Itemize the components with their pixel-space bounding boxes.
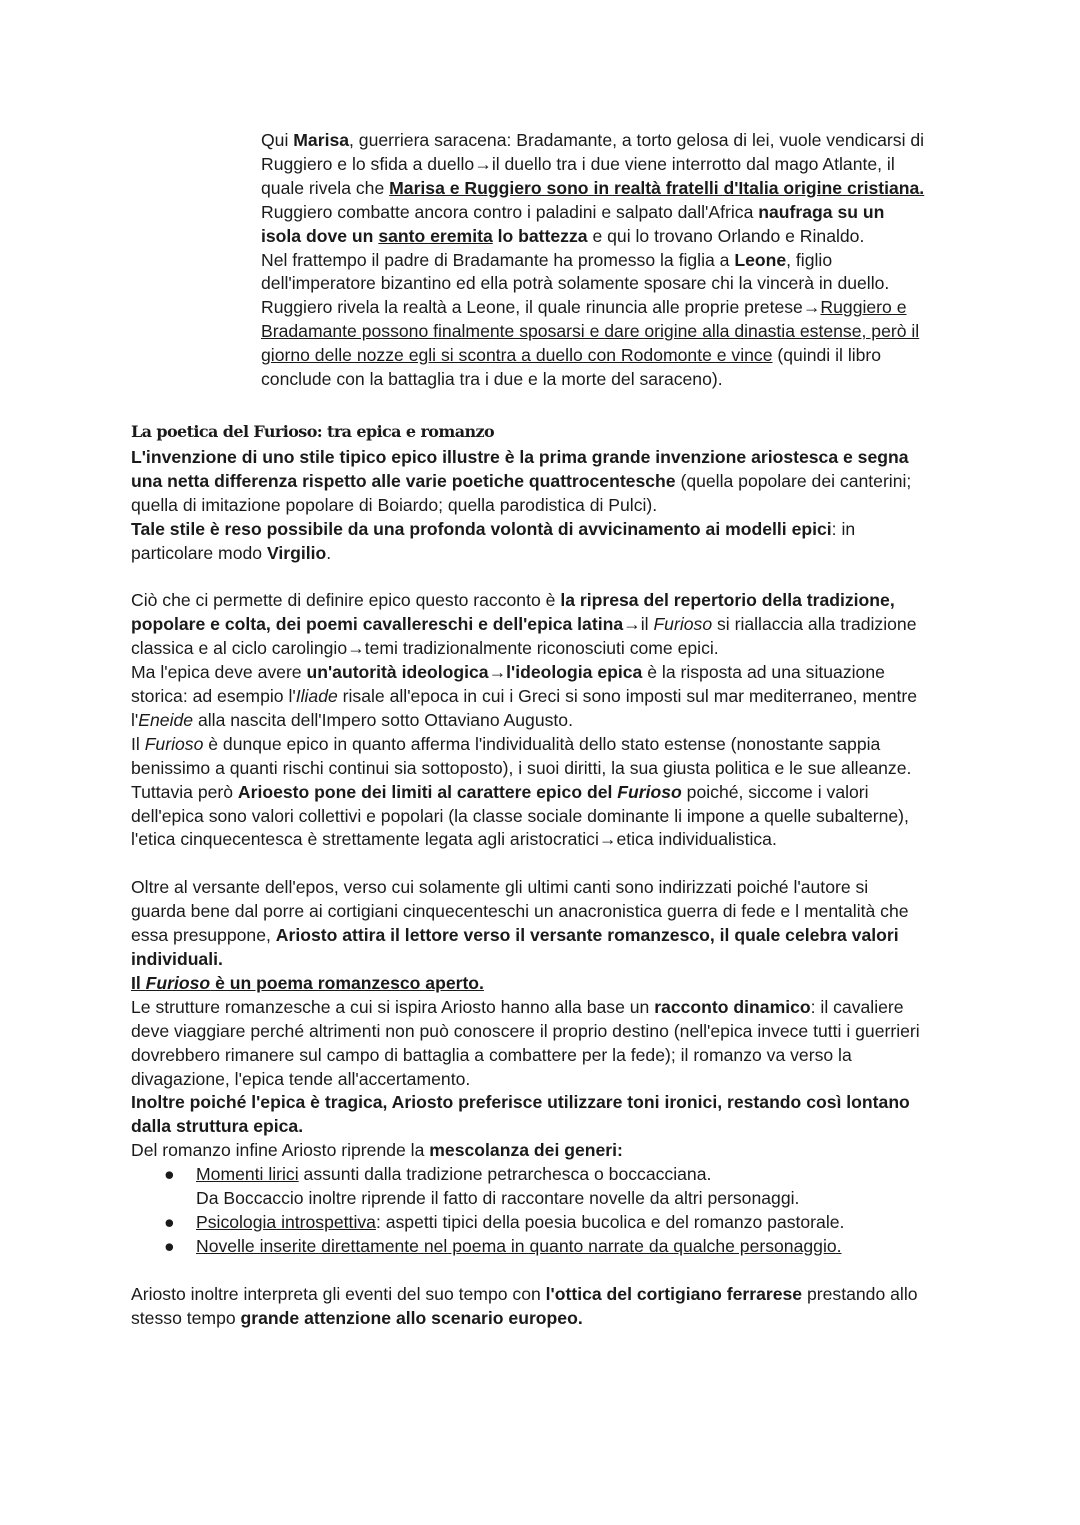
text-line: Ma l'epica deve avere un'autorità ideologica→l'ideologia epica è la risposta ad una situazione	[131, 662, 885, 683]
paragraph-spacer	[131, 566, 961, 590]
bullet-icon: ●	[164, 1235, 175, 1256]
text-line: Ruggiero e lo sfida a duello→il duello tra i due viene interrotto dal mago Atlante, il	[261, 153, 895, 174]
text-line: conclude con la battaglia tra i due e la morte del saraceno).	[261, 369, 723, 390]
text-line: Oltre al versante dell'epos, verso cui solamente gli ultimi canti sono indirizzati poiché l'autore si	[131, 877, 869, 898]
main-section	[131, 419, 961, 1330]
list-item: ● Psicologia introspettiva: aspetti tipici della poesia bucolica e del romanzo pastorale.	[131, 1211, 961, 1235]
text-line: Il Furioso è un poema romanzesco aperto.	[131, 972, 484, 993]
list-item: ● Novelle inserite direttamente nel poema in quanto narrate da qualche personaggio.	[131, 1235, 961, 1259]
text-line: particolare modo Virgilio.	[131, 542, 332, 563]
text-line: Qui Marisa, guerriera saracena: Bradamante, a torto gelosa di lei, vuole vendicarsi di	[261, 130, 925, 150]
text-line: dovrebbero rimanere sul campo di battaglia a combattere per la fede); il romanzo va verso la	[131, 1044, 852, 1065]
text-line: una netta differenza rispetto alle varie poetiche quattrocentesche (quella popolare dei canterini;	[131, 470, 912, 491]
text-line: essa presuppone, Ariosto attira il lettore verso il versante romanzesco, il quale celebra valori	[131, 925, 899, 946]
paragraph-spacer	[131, 852, 961, 876]
paragraph-spacer	[131, 1259, 961, 1283]
text-line: deve viaggiare perché altrimenti non può conoscere il proprio destino (nell'epica invece tutti i guerrieri	[131, 1020, 920, 1041]
text-line: Ruggiero rivela la realtà a Leone, il quale rinuncia alle proprie pretese→Ruggiero e	[261, 297, 907, 318]
text-line: stesso tempo grande attenzione allo scenario europeo.	[131, 1307, 583, 1328]
text-line: dell'imperatore bizantino ed ella potrà solamente sposare chi la vincerà in duello.	[261, 273, 890, 294]
text-line: Ariosto inoltre interpreta gli eventi del suo tempo con l'ottica del cortigiano ferrarese prestando allo	[131, 1283, 918, 1304]
bullet-icon: ●	[164, 1164, 175, 1185]
text-line: benissimo a quanti rischi continui sia sottoposto), i suoi diritti, la sua giusta politica e le sue alleanze.	[131, 757, 912, 778]
text-line: Ruggiero combatte ancora contro i paladini e salpato dall'Africa naufraga su un	[261, 201, 885, 222]
text-line: Del romanzo infine Ariosto riprende la mescolanza dei generi:	[131, 1140, 623, 1161]
text-line: L'invenzione di uno stile tipico epico illustre è la prima grande invenzione ariostesca e segna	[131, 447, 909, 467]
text-line: Inoltre poiché l'epica è tragica, Ariosto preferisce utilizzare toni ironici, restando così lontano	[131, 1092, 910, 1113]
list-item: ● Momenti lirici assunti dalla tradizione petrarchesca o boccacciana.	[131, 1163, 961, 1187]
text-line: individuali.	[131, 949, 223, 969]
text-line: l'Eneide alla nascita dell'Impero sotto Ottaviano Augusto.	[131, 709, 573, 730]
text-line: classica e al ciclo carolingio→temi tradizionalmente riconosciuti come epici.	[131, 638, 719, 659]
text-line: l'etica cinquecentesca è strettamente legata agli aristocratici→etica individualistica.	[131, 829, 777, 850]
text-line: quella di imitazione popolare di Boiardo; quella parodistica di Pulci).	[131, 494, 658, 515]
text-line: Le strutture romanzesche a cui si ispira Ariosto hanno alla base un racconto dinamico: il cavaliere	[131, 996, 904, 1017]
text-line: Il Furioso è dunque epico in quanto afferma l'individualità dello stato estense (nonostante sappia	[131, 733, 881, 754]
text-line: divagazione, l'epica tende all'accertamento.	[131, 1068, 471, 1089]
text-line: Tale stile è reso possibile da una profonda volontà di avvicinamento ai modelli epici: in	[131, 518, 856, 539]
text-line: dalla struttura epica.	[131, 1116, 304, 1137]
text-line: Tuttavia però Arioesto pone dei limiti al carattere epico del Furioso poiché, siccome i valori	[131, 781, 869, 802]
text-line: guarda bene dal porre ai cortigiani cinquecenteschi un anacronistica guerra di fede e l mentalità che	[131, 901, 909, 922]
text-line: popolare e colta, dei poemi cavallereschi e dell'epica latina→il Furioso si riallaccia alla tradizione	[131, 614, 917, 635]
text-line: Nel frattempo il padre di Bradamante ha promesso la figlia a Leone, figlio	[261, 249, 833, 270]
text-line: quale rivela che Marisa e Ruggiero sono in realtà fratelli d'Italia origine cristiana.	[261, 177, 925, 198]
text-line: Ciò che ci permette di definire epico questo racconto è la ripresa del repertorio della tradizione,	[131, 590, 895, 611]
text-line: dell'epica sono valori collettivi e popolari (la classe sociale dominante li impone a quelle subalterne),	[131, 805, 909, 826]
list-item-continuation: Da Boccaccio inoltre riprende il fatto di raccontare novelle da altri personaggi.	[196, 1188, 800, 1209]
text-line: Bradamante possono finalmente sposarsi e dare origine alla dinastia estense, però il	[261, 321, 920, 342]
text-line: storica: ad esempio l'Iliade risale all'epoca in cui i Greci si sono imposti sul mar mediterraneo, mentre	[131, 686, 918, 707]
bullet-icon: ●	[164, 1211, 175, 1232]
text-line: isola dove un santo eremita lo battezza e qui lo trovano Orlando e Rinaldo.	[261, 225, 865, 246]
text-line: giorno delle nozze egli si scontra a duello con Rodomonte e vince (quindi il libro	[261, 345, 882, 366]
plot-summary-section	[261, 129, 961, 392]
section-heading: La poetica del Furioso: tra epica e romanzo	[131, 422, 495, 441]
